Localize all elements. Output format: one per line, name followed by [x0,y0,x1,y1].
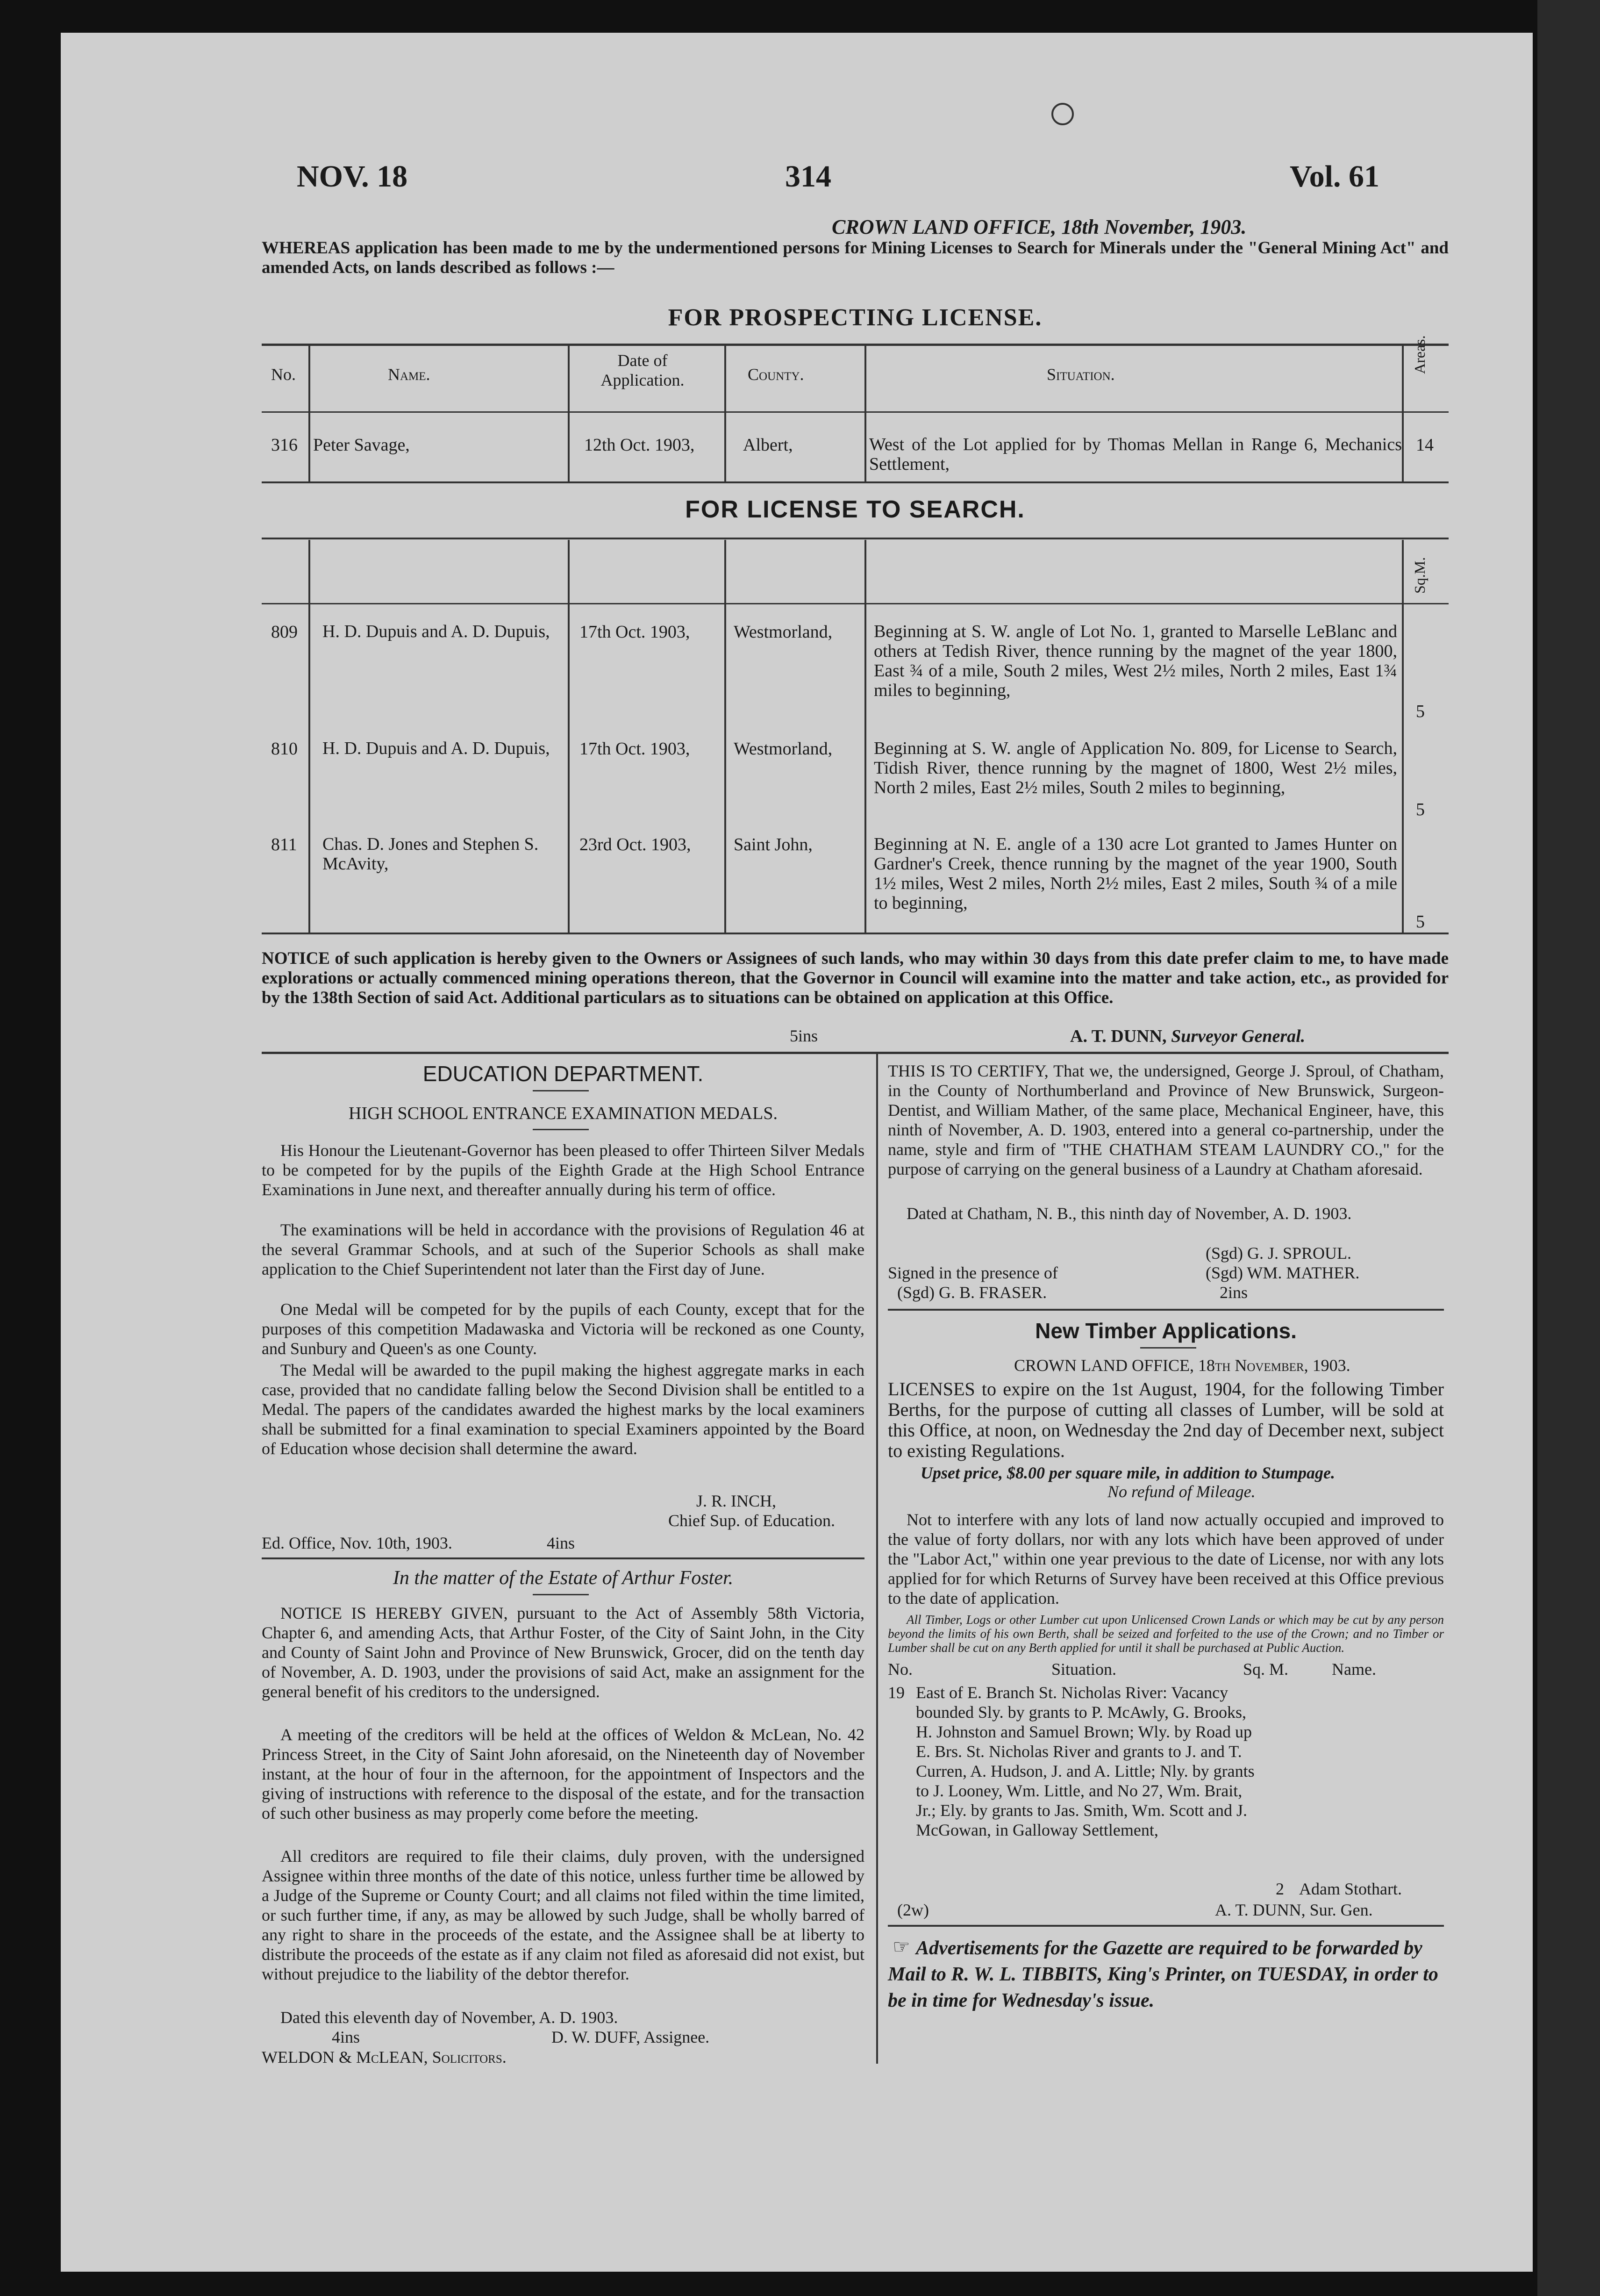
table-rule [262,538,1449,539]
search-no: 810 [271,739,298,759]
section-rule [262,1557,864,1559]
timber-refund: No refund of Mileage. [1107,1482,1256,1501]
col-situation: Situation. [1047,365,1115,384]
col-no: No. [271,365,296,384]
header-date: NOV. 18 [297,159,408,194]
prospecting-heading: FOR PROSPECTING LICENSE. [668,304,1043,331]
education-paragraph: One Medal will be competed for by the pupils of each County, except that for the purposes of this competition Madawaska and Victoria will be reckoned as one County, and Sunbury and Queen's as one County. [262,1300,864,1358]
timber-office-line: CROWN LAND OFFICE, 18th November, 1903. [1014,1356,1350,1375]
education-subheading: HIGH SCHOOL ENTRANCE EXAMINATION MEDALS. [349,1104,778,1123]
header-volume: Vol. 61 [1290,159,1379,194]
adjacent-page-edge [1537,0,1600,2296]
header-page-number: 314 [785,159,831,194]
column-line [864,540,866,933]
certify-text: THIS IS TO CERTIFY, That we, the undersigned, George J. Sproul, of Chatham, in the County of Northumberland and Province of New Brunswick, Surgeon-Dentist, and William Mather, of the same place, Mechanical Engineer, have, this ninth of November, A. D. 1903, entered into a general co-partnership, under the name, style and firm of "THE CHATHAM STEAM LAUNDRY CO.," for the purpose of carrying on the general business of a Laundry at Chatham aforesaid. [888,1062,1444,1178]
column-line [308,346,310,481]
search-name: Chas. D. Jones and Stephen S. McAvity, [322,834,539,874]
col-sqm: Sq.M. [1411,557,1428,594]
timber-conditions: Not to interfere with any lots of land now actually occupied and improved to the value of forty dollars, nor with any lots which have been approved of under the "Labor Act," within one year previous to the date of License, nor with any lots applied for for which Returns of Survey have been received at this Office previous to the date of application. [888,1510,1444,1607]
column-divider [876,1054,878,2064]
crown-land-office-line: CROWN LAND OFFICE, 18th November, 1903. [832,215,1247,238]
mining-notice: NOTICE of such application is hereby given to the Owners or Assignees of such lands, who may within 30 days from this date prefer claim to me, to have made explorations or actually commenced mining operations thereon, that the Governor in Council will examine into the matter and take action, etc., as provided for by the 138th Section of said Act. Additional particulars as to situations can be obtained on application at this Office. [262,949,1449,1007]
search-date: 23rd Oct. 1903, [579,835,691,854]
search-situation: Beginning at S. W. angle of Lot No. 1, granted to Marselle LeBlanc and others at Tedish River, thence running by the magnet of the year 1800, East ¾ of a mile, South 2 miles, West 2½ miles, North 2 miles, East 1¾ miles to beginning, [874,622,1397,700]
timber-row-name: Adam Stothart. [1299,1880,1402,1898]
table-rule [262,411,1449,413]
search-situation: Beginning at S. W. angle of Application No. 809, for License to Search, Tidish River, thence running by the magnet of 1800, West 2½ miles, North 2 miles, East 2½ miles, South 2 miles to beginning, [874,739,1397,797]
education-signer-title: Chief Sup. of Education. [668,1511,835,1530]
search-name: H. D. Dupuis and A. D. Dupuis, [322,622,550,641]
education-heading: EDUCATION DEPARTMENT. [422,1062,704,1086]
search-county: Westmorland, [734,622,833,642]
education-ins: 4ins [547,1534,575,1552]
table-rule [262,603,1449,604]
estate-heading: In the matter of the Estate of Arthur Foster. [393,1567,734,1589]
timber-col-no: No. [888,1660,913,1679]
education-signer: J. R. INCH, [696,1492,777,1510]
estate-solicitors: WELDON & McLEAN, Solicitors. [262,2048,507,2066]
table-rule [262,933,1449,934]
search-situation: Beginning at N. E. angle of a 130 acre Lot granted to James Hunter on Gardner's Creek, thence running by the magnet of the year 1900, South 1½ miles, West 2 miles, North 2½ miles, East 2 miles, South ¾ of a mile to beginning, [874,834,1397,913]
estate-assignee: D. W. DUFF, Assignee. [551,2028,710,2046]
prospecting-area: 14 [1416,435,1434,455]
gazette-page [61,33,1533,2272]
column-line [1402,540,1404,933]
col-name: Name. [388,365,430,384]
col-county: County. [748,365,804,384]
short-rule [533,1090,589,1091]
short-rule [1140,1347,1196,1349]
prospecting-date: 12th Oct. 1903, [584,435,695,455]
col-date: Date of Application. [600,351,685,389]
table-rule [262,344,1449,346]
section-rule [262,1052,1449,1054]
timber-upset-price: Upset price, $8.00 per square mile, in addition to Stumpage. [921,1464,1336,1482]
search-county: Westmorland, [734,739,833,759]
education-paragraph: His Honour the Lieutenant-Governor has been pleased to offer Thirteen Silver Medals to be competed for by the pupils of the Eighth Grade at the High School Entrance Examinations in June next, and thereafter annually during his term of office. [262,1141,864,1199]
timber-signature: A. T. DUNN, Sur. Gen. [1215,1901,1373,1919]
estate-dated: Dated this eleventh day of November, A. D. 1903. [280,2008,618,2027]
timber-row-no: 19 [888,1683,905,1702]
education-office-date: Ed. Office, Nov. 10th, 1903. [262,1534,452,1552]
prospecting-name: Peter Savage, [313,435,410,455]
search-area: 5 [1416,702,1425,721]
timber-weeks: (2w) [897,1901,929,1919]
certify-sig1: (Sgd) G. J. SPROUL. [1206,1244,1352,1263]
timber-heading: New Timber Applications. [1035,1319,1297,1343]
column-line [1402,346,1404,481]
timber-row-situation: East of E. Branch St. Nicholas River: Vacancy bounded Sly. by grants to P. McAwly, G. Brooks, H. Johnston and Samuel Brown; Wly. by Road up E. Brs. St. Nicholas River and grants to J. and T. Curren, A. Hudson, J. and A. Little; Nly. by grants to J. Looney, Wm. Little, and No 27, Wm. Brait, Jr.; Ely. by grants to Jas. Smith, Wm. Scott and J. McGowan, in Galloway Settlement, [916,1683,1255,1839]
certify-dated: Dated at Chatham, N. B., this ninth day of November, A. D. 1903. [907,1204,1352,1223]
mining-intro: WHEREAS application has been made to me by the undermentioned persons for Mining Licenses to Search for Minerals under the "General Mining Act" and amended Acts, on lands described as follows :— [262,238,1449,277]
search-date: 17th Oct. 1903, [579,622,690,642]
prospecting-county: Albert, [743,435,793,455]
column-line [308,540,310,933]
short-rule [533,1594,589,1595]
advert-notice: Advertisements for the Gazette are required to be forwarded by Mail to R. W. L. TIBBITS, King's Printer, on TUESDAY, in order to be in time for Wednesday's issue. [888,1937,1438,2011]
mining-signature: A. T. DUNN, Surveyor General. [1070,1026,1306,1046]
section-rule [888,1925,1444,1927]
col-areas: Areas. [1411,335,1428,374]
certify-witness: (Sgd) G. B. FRASER. [897,1283,1047,1302]
binding-hole [1051,103,1074,125]
section-rule [888,1309,1444,1311]
search-area: 5 [1416,800,1425,819]
certify-presence: Signed in the presence of [888,1263,1058,1282]
search-heading: FOR LICENSE TO SEARCH. [685,496,1025,523]
prospecting-situation: West of the Lot applied for by Thomas Mellan in Range 6, Mechanics Settlement, [869,435,1402,474]
timber-col-name: Name. [1332,1660,1376,1679]
certify-sig2: (Sgd) WM. MATHER. [1206,1263,1360,1282]
estate-paragraph: A meeting of the creditors will be held at the offices of Weldon & McLean, No. 42 Princess Street, in the City of Saint John aforesaid, on the Nineteenth day of November instant, at the hour of four in the afternoon, for the appointment of Inspectors and the giving of instructions with reference to the disposal of the estate, and for the transaction of such other business as may properly come before the meeting. [262,1725,864,1822]
search-county: Saint John, [734,835,813,854]
column-line [568,540,570,933]
search-no: 811 [271,835,297,854]
prospecting-no: 316 [271,435,298,455]
search-name: H. D. Dupuis and A. D. Dupuis, [322,739,550,758]
education-paragraph: The examinations will be held in accordance with the provisions of Regulation 46 at the several Grammar Schools, and at such of the Superior Schools as shall make application to the Chief Superintendent not later than the First day of June. [262,1220,864,1278]
timber-intro: LICENSES to expire on the 1st August, 1904, for the following Timber Berths, for the purpose of cutting all classes of Lumber, will be sold at this Office, at noon, on Wednesday the 2nd day of December next, subject to existing Regulations. [888,1378,1444,1461]
search-date: 17th Oct. 1903, [579,739,690,759]
search-no: 809 [271,622,298,642]
column-line [568,346,570,481]
timber-fine-print: All Timber, Logs or other Lumber cut upon Unlicensed Crown Lands or which may be cut by any person beyond the limits of his own Berth, shall be seized and forfeited to the use of the Crown; and no Timber or Lumber shall be cut on any Berth applied for until it shall be purchased at Public Auction. [888,1613,1444,1655]
pointing-hand-icon: ☞ [893,1937,910,1958]
column-line [864,346,866,481]
column-line [724,540,726,933]
column-line [724,346,726,481]
education-paragraph: The Medal will be awarded to the pupil making the highest aggregate marks in each case, provided that no candidate falling below the Second Division shall be entitled to a Medal. The papers of the candidates awarded the highest marks by the local examiners shall be submitted for a final examination to special Examiners appointed by the Board of Education whose decision shall determine the award. [262,1361,864,1458]
timber-col-sqm: Sq. M. [1243,1660,1289,1679]
mining-ins: 5ins [790,1026,818,1045]
table-rule [262,481,1449,483]
short-rule [533,1129,589,1130]
estate-ins: 4ins [332,2028,360,2046]
timber-col-situation: Situation. [1051,1660,1117,1679]
estate-paragraph: NOTICE IS HEREBY GIVEN, pursuant to the Act of Assembly 58th Victoria, Chapter 6, and amending Acts, that Arthur Foster, of the City of Saint John, in the City and County of Saint John and Province of New Brunswick, Grocer, did on the tenth day of November, A. D. 1903, under the provisions of said Act, make an assignment for the general benefit of his creditors to the undersigned. [262,1604,864,1701]
timber-row-sqm: 2 [1276,1880,1284,1898]
certify-ins: 2ins [1220,1283,1248,1302]
search-area: 5 [1416,912,1425,932]
estate-paragraph: All creditors are required to file their claims, duly proven, with the undersigned Assignee within three months of the date of this notice, unless further time be allowed by a Judge of the Supreme or County Court; and all claims not filed within the time limited, or such further time, if any, as may be allowed by such Judge, shall be wholly barred of any right to share in the proceeds of the estate, and the Assignee shall be at liberty to distribute the proceeds of the estate as if any claim not filed as aforesaid did not exist, but without prejudice to the liability of the debtor therefor. [262,1847,864,1983]
